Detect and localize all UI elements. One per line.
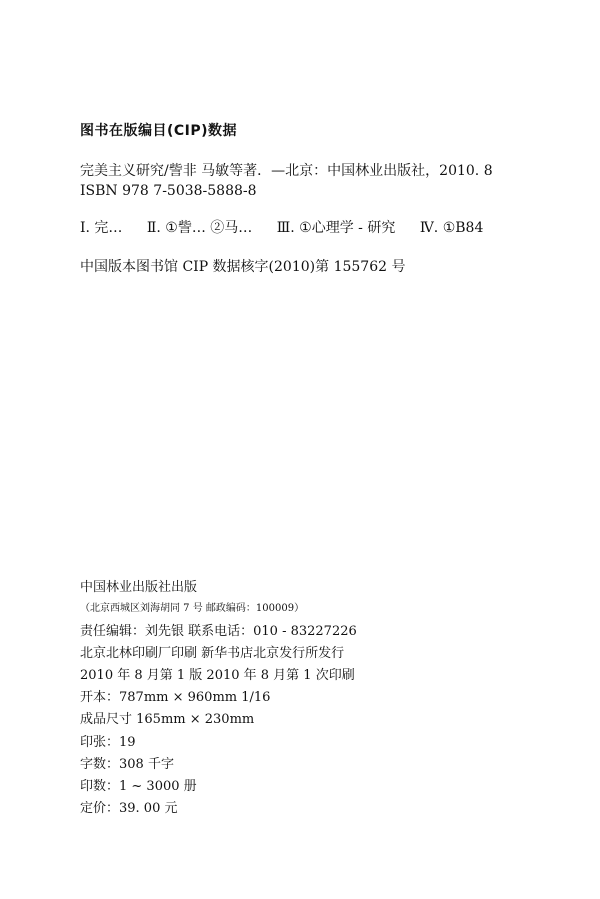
book-format: 开本：787mm × 960mm 1/16 <box>80 690 271 705</box>
cip-class-1: Ⅰ. 完… <box>80 220 123 236</box>
cip-heading: 图书在版编目(CIP)数据 <box>80 123 238 139</box>
publisher-name: 中国林业出版社出版 <box>80 580 198 595</box>
price: 定价：39. 00 元 <box>80 801 178 816</box>
printer-info: 北京北林印刷厂印刷 新华书店北京发行所发行 <box>80 646 345 661</box>
cip-number: 中国版本图书馆 CIP 数据核字(2010)第 155762 号 <box>80 259 406 275</box>
cip-class-2: Ⅱ. ①訾… ②马… <box>146 220 253 236</box>
publisher-address: （北京西城区刘海胡同 7 号 邮政编码：100009） <box>80 603 305 614</box>
responsible-editor: 责任编辑：刘先银 联系电话：010 - 83227226 <box>80 624 357 639</box>
cip-main-entry: 完美主义研究/訾非 马敏等著．—北京：中国林业出版社，2010. 8 <box>80 163 493 179</box>
print-run: 印数：1 ~ 3000 册 <box>80 779 197 794</box>
cip-class-3: Ⅲ. ①心理学 - 研究 <box>276 220 396 236</box>
word-count: 字数：308 千字 <box>80 757 174 772</box>
cip-class-4: Ⅳ. ①B84 <box>419 220 484 236</box>
printed-sheets: 印张：19 <box>80 735 136 750</box>
edition-info: 2010 年 8 月第 1 版 2010 年 8 月第 1 次印刷 <box>80 668 355 683</box>
cip-isbn: ISBN 978 7-5038-5888-8 <box>80 183 257 199</box>
finished-size: 成品尺寸 165mm × 230mm <box>80 712 255 727</box>
cip-classification <box>80 221 503 235</box>
